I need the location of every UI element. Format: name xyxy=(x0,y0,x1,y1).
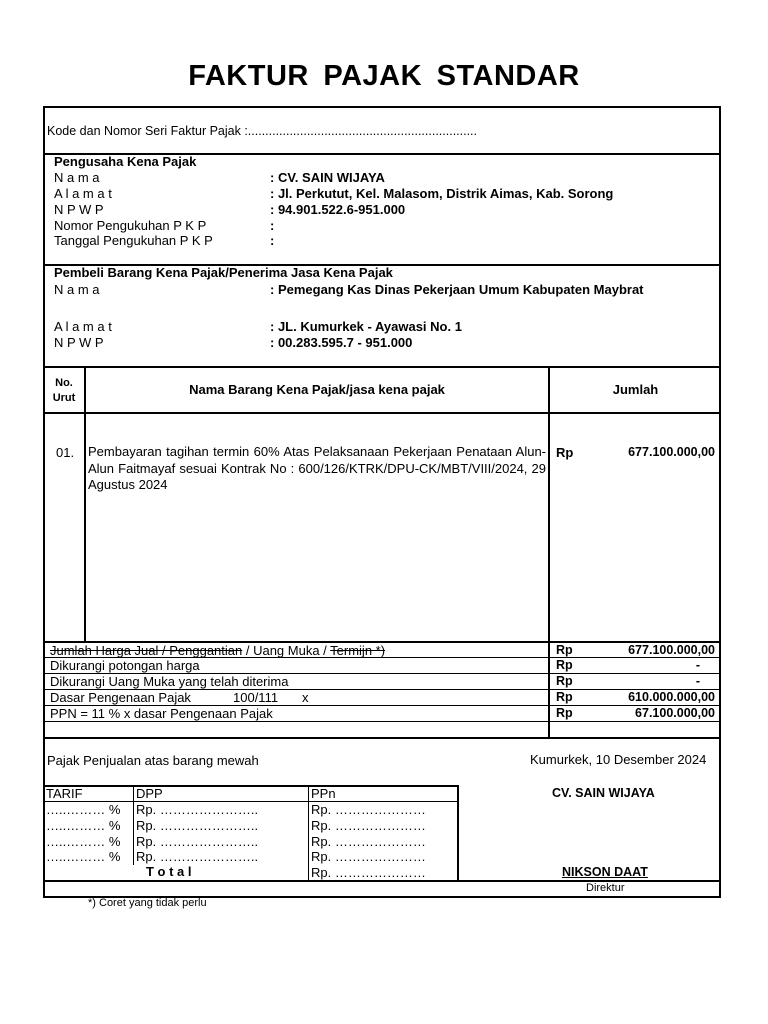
penjual-npwp-value: : 94.901.522.6-951.000 xyxy=(270,202,406,217)
signature-company: CV. SAIN WIJAYA xyxy=(552,786,655,800)
item-description: Pembayaran tagihan termin 60% Atas Pelaksanaan Pekerjaan Penataan Alun-Alun Faitmayaf sesuai Kontrak No : 600/126/KTRK/DPU-CK/MBT/VIII/2024, 29 Agustus 2024 xyxy=(88,444,546,492)
ppnbm-row-dpp: Rp. ………………….. xyxy=(136,849,259,864)
ppnbm-total-ppn: Rp. ………………… xyxy=(311,865,426,880)
ppnbm-row-dpp: Rp. ………………….. xyxy=(136,818,259,833)
penjual-npwp-label: N P W P xyxy=(54,202,104,217)
kode-seri-faktur: Kode dan Nomor Seri Faktur Pajak :.................................................................. xyxy=(47,124,477,138)
ppnbm-row-tarif: …..……… % xyxy=(46,834,121,849)
ppnbm-row-dpp: Rp. ………………….. xyxy=(136,834,259,849)
ppnbm-total-label: T o t a l xyxy=(146,864,192,879)
table-column-divider xyxy=(548,366,550,737)
ppnbm-title: Pajak Penjualan atas barang mewah xyxy=(47,753,259,768)
ppnbm-row-tarif: …..……… % xyxy=(46,849,121,864)
ppnbm-col-divider xyxy=(133,785,134,865)
ppnbm-row-tarif: …..……… % xyxy=(46,802,121,817)
uang-muka-label: Dikurangi Uang Muka yang telah diterima xyxy=(50,674,289,689)
ppnbm-col-tarif: TARIF xyxy=(46,786,83,801)
penjual-tanggal-pengukuhan-value: : xyxy=(270,233,275,248)
divider xyxy=(43,366,721,368)
ppnbm-row-ppn: Rp. ………………… xyxy=(311,802,426,817)
summary-currency: Rp xyxy=(556,690,573,704)
ppn-value: 67.100.000,00 xyxy=(635,706,715,720)
ppnbm-row-dpp: Rp. ………………….. xyxy=(136,802,259,817)
potongan-value: - xyxy=(695,658,700,672)
pembeli-alamat-label: A l a m a t xyxy=(54,319,112,334)
item-amount: 677.100.000,00 xyxy=(628,445,715,459)
divider xyxy=(43,721,721,722)
signature-position: Direktur xyxy=(586,882,625,894)
jumlah-harga-strike2: Termijn *) xyxy=(330,643,386,658)
divider xyxy=(43,412,721,414)
dpp-x: x xyxy=(302,690,309,705)
ppnbm-col-divider xyxy=(457,785,459,881)
item-currency: Rp xyxy=(556,445,574,460)
table-column-divider xyxy=(84,366,86,641)
pembeli-heading: Pembeli Barang Kena Pajak/Penerima Jasa Kena Pajak xyxy=(54,265,393,280)
potongan-label: Dikurangi potongan harga xyxy=(50,658,200,673)
penjual-heading: Pengusaha Kena Pajak xyxy=(54,154,197,169)
ppnbm-col-ppn: PPn xyxy=(311,786,336,801)
ppnbm-col-divider xyxy=(308,785,309,881)
ppnbm-row-ppn: Rp. ………………… xyxy=(311,834,426,849)
pembeli-alamat-value: : JL. Kumurkek - Ayawasi No. 1 xyxy=(270,319,462,334)
header-urut: Urut xyxy=(52,392,76,404)
place-date: Kumurkek, 10 Desember 2024 xyxy=(530,752,707,767)
penjual-nama-label: N a m a xyxy=(54,170,100,185)
penjual-alamat-value: : Jl. Perkutut, Kel. Malasom, Distrik Aimas, Kab. Sorong xyxy=(270,186,614,201)
summary-currency: Rp xyxy=(556,658,573,672)
header-no: No. xyxy=(55,377,73,389)
dpp-value: 610.000.000,00 xyxy=(628,690,715,704)
penjual-nomor-pengukuhan-label: Nomor Pengukuhan P K P xyxy=(54,218,207,233)
penjual-alamat-label: A l a m a t xyxy=(54,186,112,201)
jumlah-harga-value: 677.100.000,00 xyxy=(628,643,715,657)
footnote: *) Coret yang tidak perlu xyxy=(88,897,207,909)
pembeli-npwp-label: N P W P xyxy=(54,335,104,350)
penjual-tanggal-pengukuhan-label: Tanggal Pengukuhan P K P xyxy=(54,233,213,248)
pembeli-npwp-value: : 00.283.595.7 - 951.000 xyxy=(270,335,413,350)
ppnbm-row-ppn: Rp. ………………… xyxy=(311,818,426,833)
item-no: 01. xyxy=(56,445,75,460)
dpp-ratio: 100/111 xyxy=(233,690,279,705)
ppn-label: PPN = 11 % x dasar Pengenaan Pajak xyxy=(50,706,273,721)
ppnbm-row-ppn: Rp. ………………… xyxy=(311,849,426,864)
signature-name: NIKSON DAAT xyxy=(562,865,648,879)
pembeli-nama-value: : Pemegang Kas Dinas Pekerjaan Umum Kabupaten Maybrat xyxy=(270,282,644,297)
ppnbm-table-border xyxy=(43,785,459,787)
divider xyxy=(43,737,721,739)
summary-currency: Rp xyxy=(556,706,573,720)
penjual-nomor-pengukuhan-value: : xyxy=(270,218,275,233)
jumlah-harga-label xyxy=(50,643,385,658)
uang-muka-value: - xyxy=(695,674,700,688)
ppnbm-table-border xyxy=(43,880,459,882)
jumlah-harga-mid: / Uang Muka / xyxy=(242,643,331,658)
ppnbm-col-dpp: DPP xyxy=(136,786,163,801)
ppnbm-row-tarif: …..……… % xyxy=(46,818,121,833)
summary-currency: Rp xyxy=(556,643,573,657)
penjual-nama-value: : CV. SAIN WIJAYA xyxy=(270,170,385,185)
page-title: FAKTUR PAJAK STANDAR xyxy=(188,60,580,92)
header-jumlah: Jumlah xyxy=(612,382,659,397)
jumlah-harga-strike: Jumlah Harga Jual / Penggantian xyxy=(50,643,243,658)
header-nama-barang: Nama Barang Kena Pajak/jasa kena pajak xyxy=(189,382,445,397)
dpp-label: Dasar Pengenaan Pajak xyxy=(50,690,191,705)
pembeli-nama-label: N a m a xyxy=(54,282,100,297)
summary-currency: Rp xyxy=(556,674,573,688)
